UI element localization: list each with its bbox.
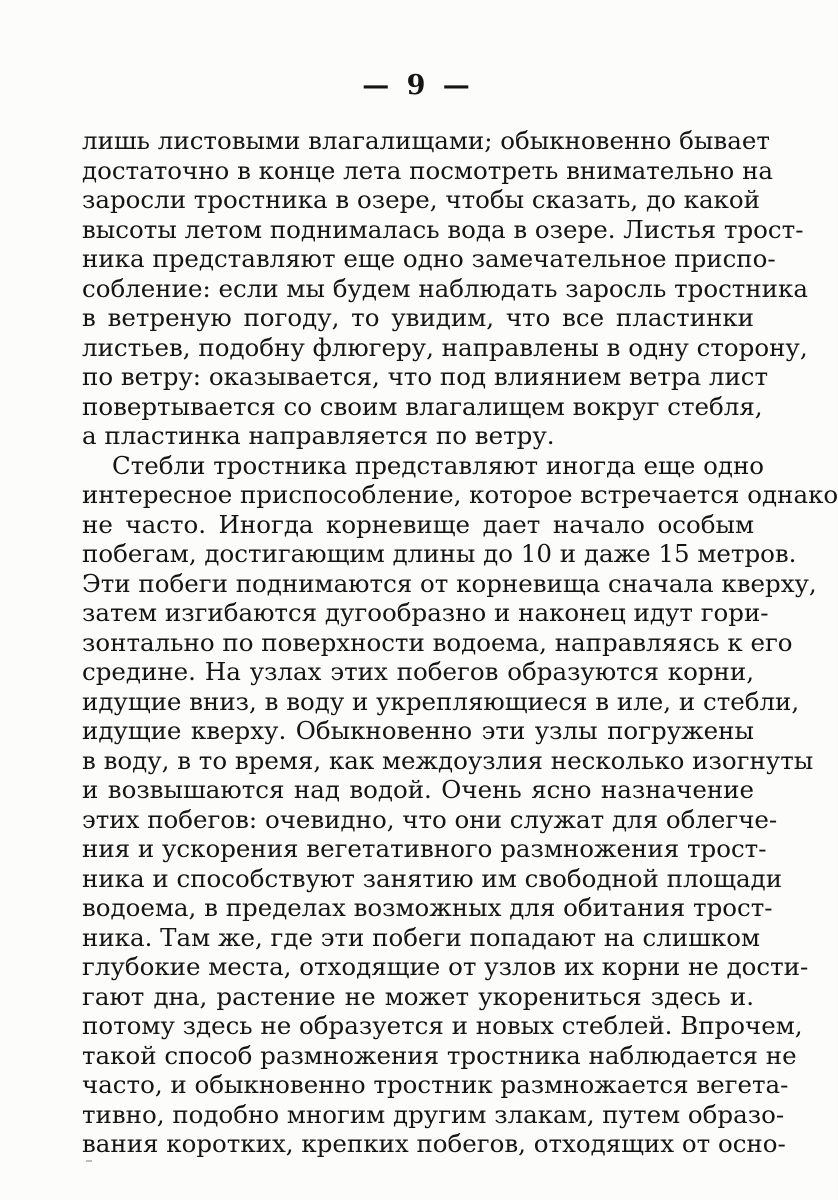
text-line: этих побегов: очевидно, что они служат для облегче-	[82, 804, 778, 834]
text-line: и возвышаются над водой. Очень ясно назначение	[82, 775, 754, 804]
text-line: водоема, в пределах возможных для обитания трост-	[82, 893, 773, 922]
text-line: по ветру: оказывается, что под влиянием ветра лист	[82, 362, 769, 391]
text-line: такой способ размножения тростника наблюдается не	[82, 1040, 797, 1070]
page-number: — 9 —	[362, 70, 474, 101]
text-line: глубокие места, отходящие от узлов их корни не дости-	[82, 952, 809, 981]
text-line: затем изгибаются дугообразно и наконец идут гори-	[82, 598, 769, 627]
text-line: достаточно в конце лета посмотреть внимательно на	[82, 155, 774, 185]
text-line: тивно, подобно многим другим злакам, путем образо-	[82, 1099, 785, 1129]
text-line: средине. На узлах этих побегов образуются корни,	[82, 657, 754, 686]
text-line: ника. Там же, где эти побеги попадают на слишком	[82, 922, 761, 952]
text-line: не часто. Иногда корневище дает начало особым	[82, 509, 754, 539]
text-line: идущие вниз, в воду и укрепляющиеся в иле, и стебли,	[82, 686, 800, 716]
text-line: в ветреную погоду, то увидим, что все пластинки	[82, 303, 754, 332]
text-line: заросли тростника в озере, чтобы сказать, до какой	[82, 185, 760, 214]
text-line: интересное приспособление, которое встречается однако	[82, 480, 838, 509]
body-text	[82, 126, 838, 1159]
text-line: ния и ускорения вегетативного размножения трост-	[82, 834, 767, 863]
paragraph-start-line: Стебли тростника представляют иногда еще одно	[112, 450, 765, 480]
print-speck	[86, 1160, 92, 1162]
text-line: вания коротких, крепких побегов, отходящих от осно-	[82, 1129, 786, 1158]
text-line: лишь листовыми влагалищами; обыкновенно бывает	[82, 126, 770, 155]
text-line: повертывается со своим влагалищем вокруг стебля,	[82, 391, 763, 421]
text-line: ника и способствуют занятию им свободной площади	[82, 863, 783, 893]
text-line: Эти побеги поднимаются от корневища сначала кверху,	[82, 568, 817, 598]
text-line: листьев, подобну флюгеру, направлены в одну сторону,	[82, 332, 808, 362]
text-line: ника представляют еще одно замечательное приспо-	[82, 244, 776, 273]
text-line: в воду, в то время, как междоузлия несколько изогнуты	[82, 745, 814, 775]
paragraph-end-line: а пластинка направляется по ветру.	[82, 421, 555, 450]
text-line: собление: если мы будем наблюдать заросль тростника	[82, 273, 808, 303]
text-line: потому здесь не образуется и новых стеблей. Впрочем,	[82, 1011, 803, 1040]
text-line: идущие кверху. Обыкновенно эти узлы погружены	[82, 716, 754, 745]
text-line: часто, и обыкновенно тростник размножается вегета-	[82, 1070, 789, 1099]
text-line: зонтально по поверхности водоема, направляясь к его	[82, 627, 793, 657]
text-line: высоты летом поднималась вода в озере. Листья трост-	[82, 214, 804, 244]
text-line: гают дна, растение не может укорениться здесь и.	[82, 981, 754, 1011]
text-line: побегам, достигающим длины до 10 и даже 15 метров.	[82, 539, 797, 568]
